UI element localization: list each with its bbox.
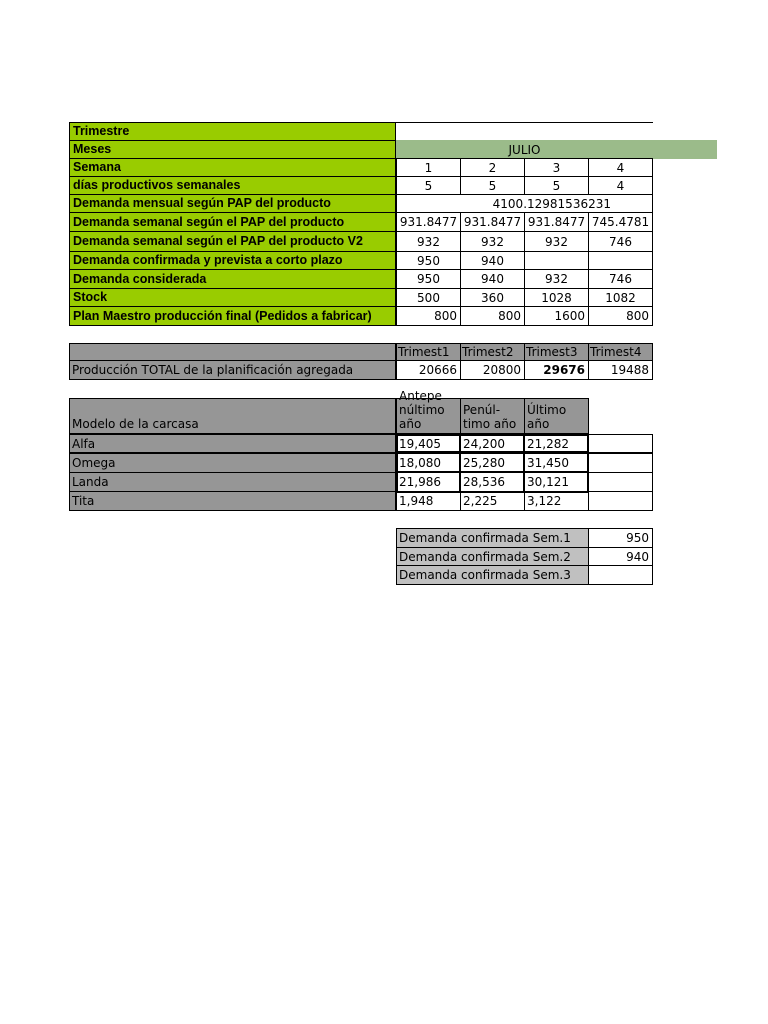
label-dem-semanal-v2: Demanda semanal según el PAP del producto V2 [69, 231, 396, 252]
confirmada-value-2: 940 [588, 547, 653, 566]
stock-3: 1028 [524, 288, 589, 307]
dem-semanal-v2-3: 932 [524, 231, 589, 252]
label-dem-mensual: Demanda mensual según PAP del producto [69, 194, 396, 213]
dem-semanal-1: 931.8477 [396, 212, 461, 232]
confirmada-value-3 [588, 565, 653, 585]
confirmada-label-1: Demanda confirmada Sem.1 [396, 528, 589, 548]
label-trimestre: Trimestre [69, 122, 396, 141]
dem-considerada-1: 950 [396, 269, 461, 289]
label-plan-maestro: Plan Maestro producción final (Pedidos a fabricar) [69, 306, 396, 326]
carcasa-row-tita-1: 1,948 [396, 491, 461, 511]
dias-2: 5 [460, 176, 525, 195]
plan-maestro-4: 800 [588, 306, 653, 326]
semana-3: 3 [524, 158, 589, 177]
carcasa-row-omega-3: 31,450 [523, 452, 589, 473]
trimestre-top-border [396, 122, 653, 123]
agregada-header-1: Trimest1 [396, 343, 461, 361]
stock-1: 500 [396, 288, 461, 307]
agregada-value-1: 20666 [396, 360, 461, 380]
dem-confirmada-4 [588, 251, 653, 270]
carcasa-row-alfa-2: 24,200 [459, 434, 525, 453]
dem-confirmada-2: 940 [460, 251, 525, 270]
agregada-header-4: Trimest4 [588, 343, 653, 361]
agregada-value-3: 29676 [524, 360, 589, 380]
carcasa-row-omega-1: 18,080 [396, 452, 461, 473]
agregada-value-4: 19488 [588, 360, 653, 380]
carcasa-row-alfa-extra [588, 434, 653, 453]
confirmada-label-2: Demanda confirmada Sem.2 [396, 547, 589, 566]
label-dem-semanal: Demanda semanal según el PAP del producto [69, 212, 396, 232]
dem-mensual-value: 4100.12981536231 [396, 194, 653, 213]
semana-1: 1 [396, 158, 461, 177]
confirmada-value-1: 950 [588, 528, 653, 548]
semana-2: 2 [460, 158, 525, 177]
carcasa-header-3: Último año [524, 398, 589, 434]
dem-confirmada-1: 950 [396, 251, 461, 270]
carcasa-row-alfa-3: 21,282 [523, 434, 589, 453]
agregada-value-2: 20800 [460, 360, 525, 380]
plan-maestro-1: 800 [396, 306, 461, 326]
dias-4: 4 [588, 176, 653, 195]
carcasa-row-omega-extra [588, 453, 653, 473]
label-dem-confirmada: Demanda confirmada y prevista a corto plazo [69, 251, 396, 270]
dem-semanal-3: 931.8477 [524, 212, 589, 232]
carcasa-row-tita-extra [588, 491, 653, 511]
semana-4: 4 [588, 158, 653, 177]
dem-semanal-v2-1: 932 [396, 231, 461, 252]
carcasa-row-landa-3: 30,121 [523, 471, 589, 493]
dem-semanal-2: 931.8477 [460, 212, 525, 232]
dias-1: 5 [396, 176, 461, 195]
label-dem-considerada: Demanda considerada [69, 269, 396, 289]
label-dias: días productivos semanales [69, 176, 396, 195]
carcasa-row-alfa-name: Alfa [69, 434, 396, 453]
dem-semanal-v2-4: 746 [588, 231, 653, 252]
dem-considerada-4: 746 [588, 269, 653, 289]
agregada-label: Producción TOTAL de la planificación agregada [69, 360, 396, 380]
label-semana: Semana [69, 158, 396, 177]
carcasa-row-alfa-1: 19,405 [396, 434, 461, 453]
carcasa-row-omega-name: Omega [69, 453, 396, 473]
mes-julio: JULIO [396, 140, 717, 159]
plan-maestro-3: 1600 [524, 306, 589, 326]
dem-confirmada-3 [524, 251, 589, 270]
dem-semanal-4: 745.4781 [588, 212, 653, 232]
confirmada-label-3: Demanda confirmada Sem.3 [396, 565, 589, 585]
stock-4: 1082 [588, 288, 653, 307]
agregada-header-blank [69, 343, 396, 361]
dem-semanal-v2-2: 932 [460, 231, 525, 252]
carcasa-row-tita-3: 3,122 [524, 491, 589, 511]
dem-considerada-2: 940 [460, 269, 525, 289]
carcasa-header-2: Penúl- timo año [460, 398, 525, 434]
dem-considerada-3: 932 [524, 269, 589, 289]
label-stock: Stock [69, 288, 396, 307]
plan-maestro-2: 800 [460, 306, 525, 326]
stock-2: 360 [460, 288, 525, 307]
label-meses: Meses [69, 140, 396, 159]
dias-3: 5 [524, 176, 589, 195]
agregada-header-2: Trimest2 [460, 343, 525, 361]
agregada-header-3: Trimest3 [524, 343, 589, 361]
carcasa-row-omega-2: 25,280 [459, 452, 525, 473]
carcasa-row-landa-name: Landa [69, 472, 396, 492]
carcasa-row-tita-name: Tita [69, 491, 396, 511]
carcasa-label: Modelo de la carcasa [69, 398, 396, 434]
carcasa-row-tita-2: 2,225 [460, 491, 525, 511]
carcasa-row-landa-1: 21,986 [396, 471, 461, 493]
carcasa-header-1: Antepe núltimo año [396, 398, 461, 434]
carcasa-row-landa-2: 28,536 [459, 471, 525, 493]
carcasa-row-landa-extra [588, 472, 653, 492]
